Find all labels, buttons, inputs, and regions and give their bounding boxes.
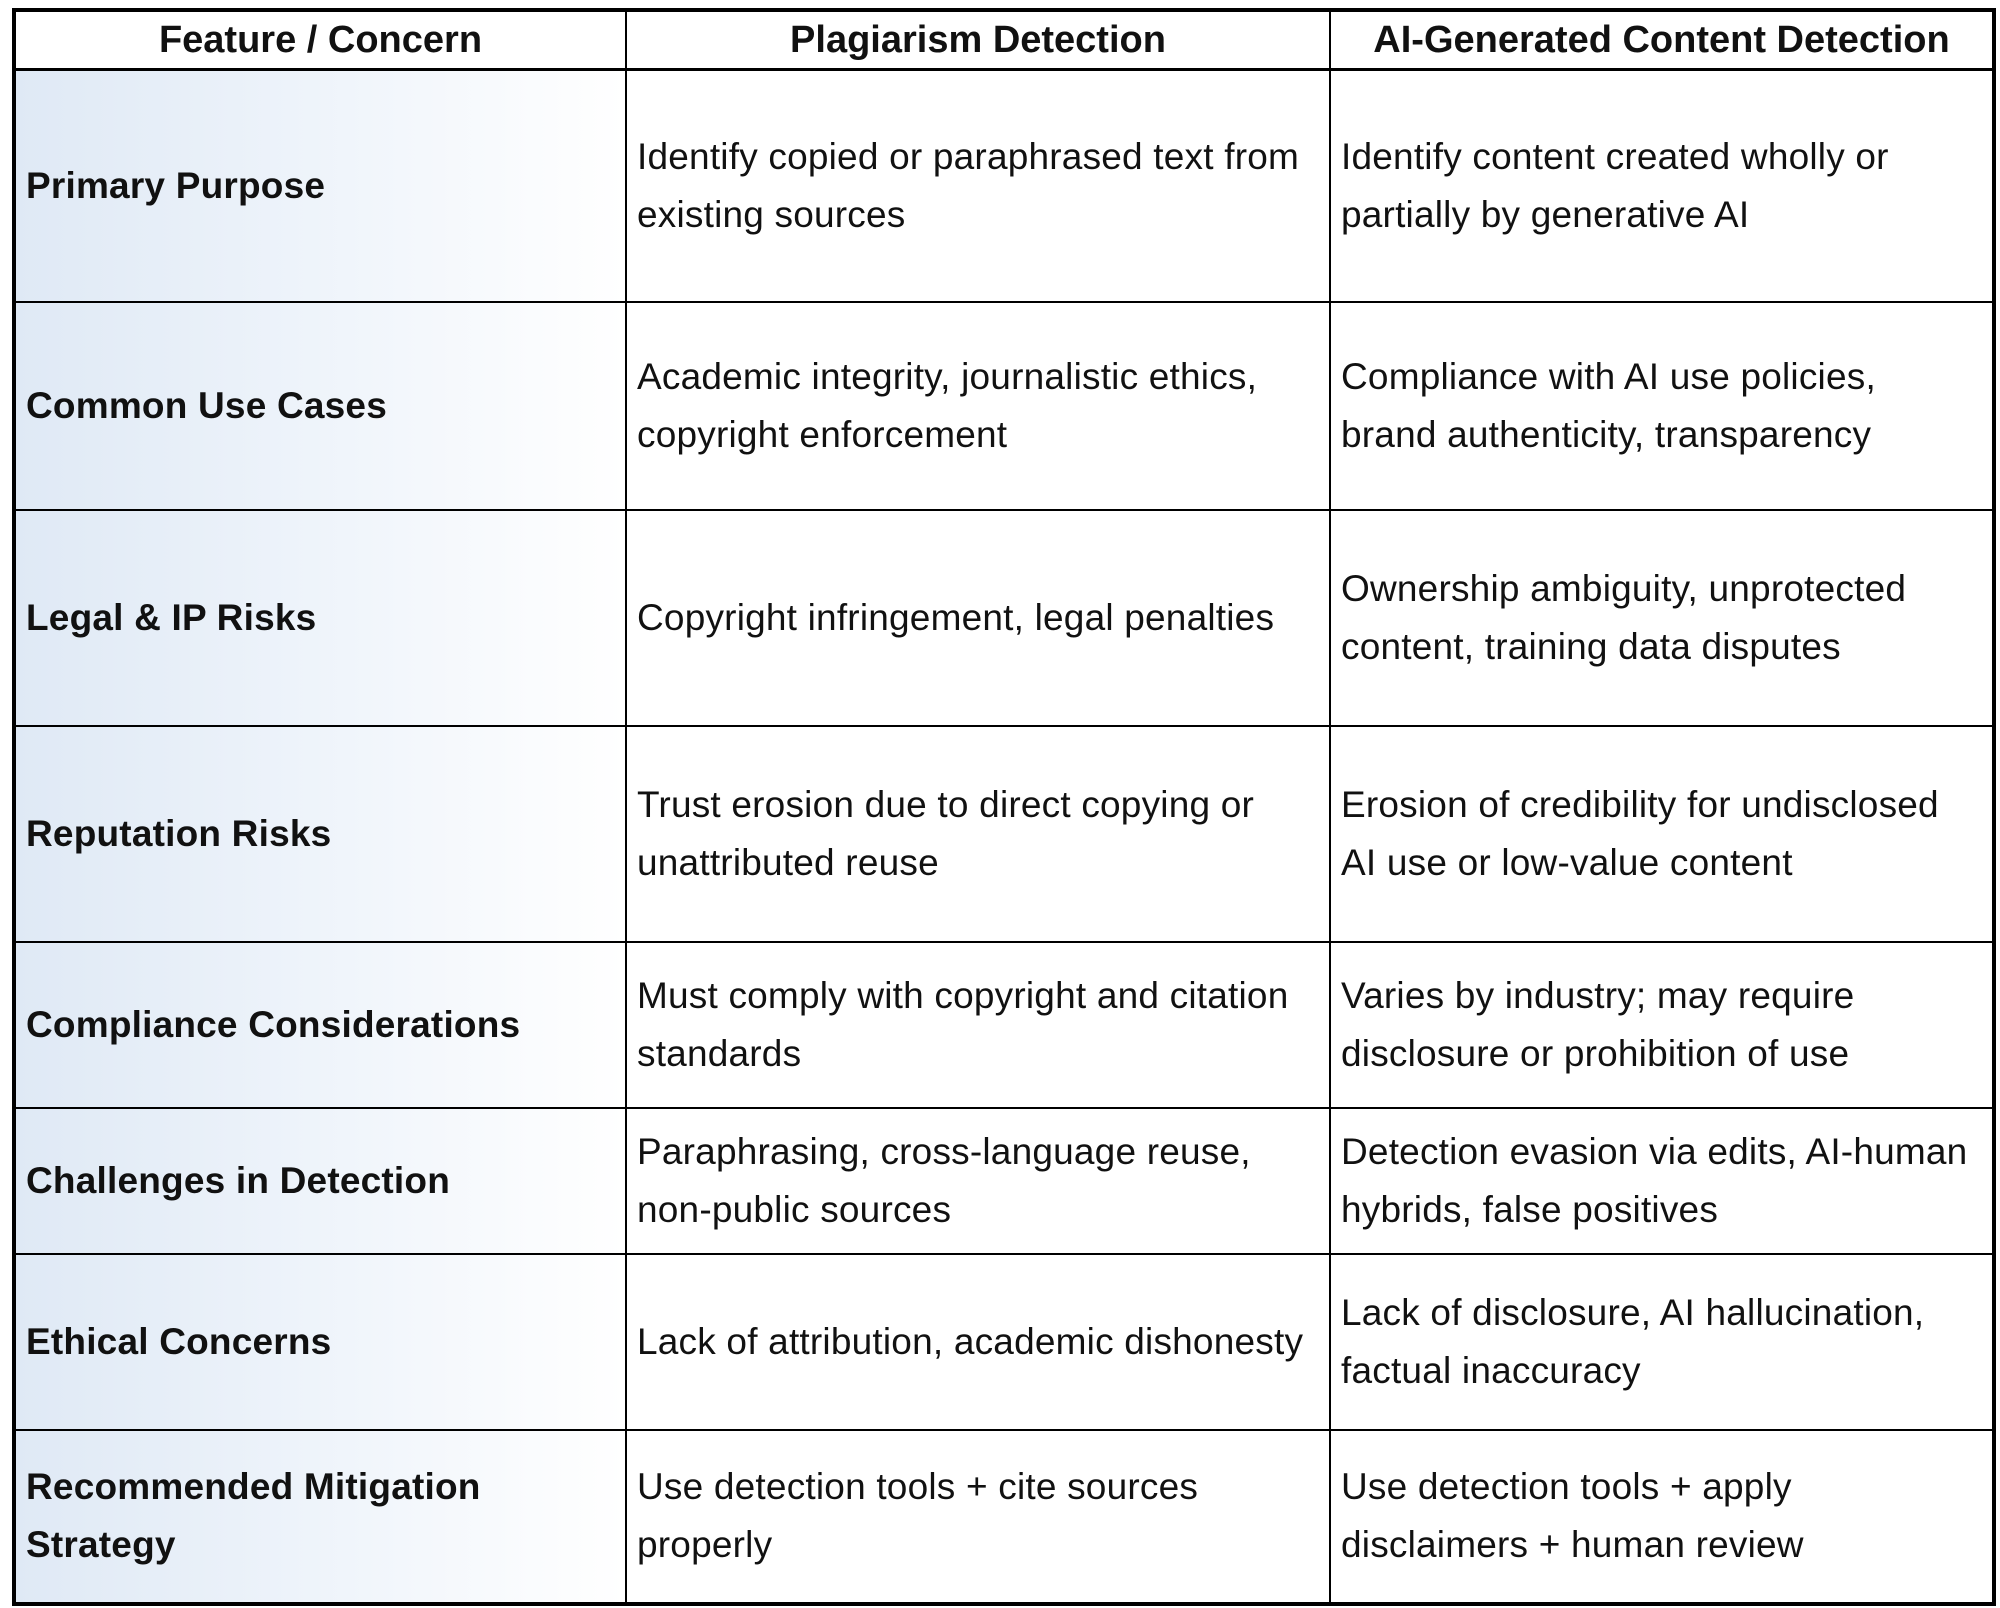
row-ai-cell: Lack of disclosure, AI hallucination, factual inaccuracy	[1330, 1254, 1994, 1430]
row-ai-cell: Identify content created wholly or partially by generative AI	[1330, 70, 1994, 302]
row-feature-label: Common Use Cases	[14, 302, 626, 510]
table-row	[14, 510, 1994, 726]
comparison-table	[12, 8, 1996, 1606]
row-feature-label: Reputation Risks	[14, 726, 626, 942]
header-ai-content-detection: AI-Generated Content Detection	[1330, 10, 1994, 70]
row-plagiarism-cell: Identify copied or paraphrased text from existing sources	[626, 70, 1330, 302]
row-ai-cell: Detection evasion via edits, AI-human hybrids, false positives	[1330, 1108, 1994, 1254]
row-plagiarism-cell: Must comply with copyright and citation standards	[626, 942, 1330, 1108]
row-ai-cell: Ownership ambiguity, unprotected content, training data disputes	[1330, 510, 1994, 726]
row-plagiarism-cell: Lack of attribution, academic dishonesty	[626, 1254, 1330, 1430]
table-row	[14, 70, 1994, 302]
table-row	[14, 302, 1994, 510]
row-feature-label: Ethical Concerns	[14, 1254, 626, 1430]
table-row	[14, 942, 1994, 1108]
row-feature-label: Legal & IP Risks	[14, 510, 626, 726]
table-row	[14, 726, 1994, 942]
row-feature-label: Primary Purpose	[14, 70, 626, 302]
header-plagiarism-detection: Plagiarism Detection	[626, 10, 1330, 70]
row-feature-label: Recommended Mitigation Strategy	[14, 1430, 626, 1604]
row-plagiarism-cell: Copyright infringement, legal penalties	[626, 510, 1330, 726]
row-plagiarism-cell: Paraphrasing, cross-language reuse, non-public sources	[626, 1108, 1330, 1254]
row-ai-cell: Varies by industry; may require disclosure or prohibition of use	[1330, 942, 1994, 1108]
table-row	[14, 1254, 1994, 1430]
header-feature-concern: Feature / Concern	[14, 10, 626, 70]
table-row	[14, 1430, 1994, 1604]
row-plagiarism-cell: Academic integrity, journalistic ethics, copyright enforcement	[626, 302, 1330, 510]
row-plagiarism-cell: Trust erosion due to direct copying or unattributed reuse	[626, 726, 1330, 942]
row-ai-cell: Compliance with AI use policies, brand authenticity, transparency	[1330, 302, 1994, 510]
table-row	[14, 1108, 1994, 1254]
header-row	[14, 10, 1994, 70]
row-feature-label: Challenges in Detection	[14, 1108, 626, 1254]
row-plagiarism-cell: Use detection tools + cite sources properly	[626, 1430, 1330, 1604]
row-ai-cell: Erosion of credibility for undisclosed AI use or low-value content	[1330, 726, 1994, 942]
row-ai-cell: Use detection tools + apply disclaimers + human review	[1330, 1430, 1994, 1604]
row-feature-label: Compliance Considerations	[14, 942, 626, 1108]
